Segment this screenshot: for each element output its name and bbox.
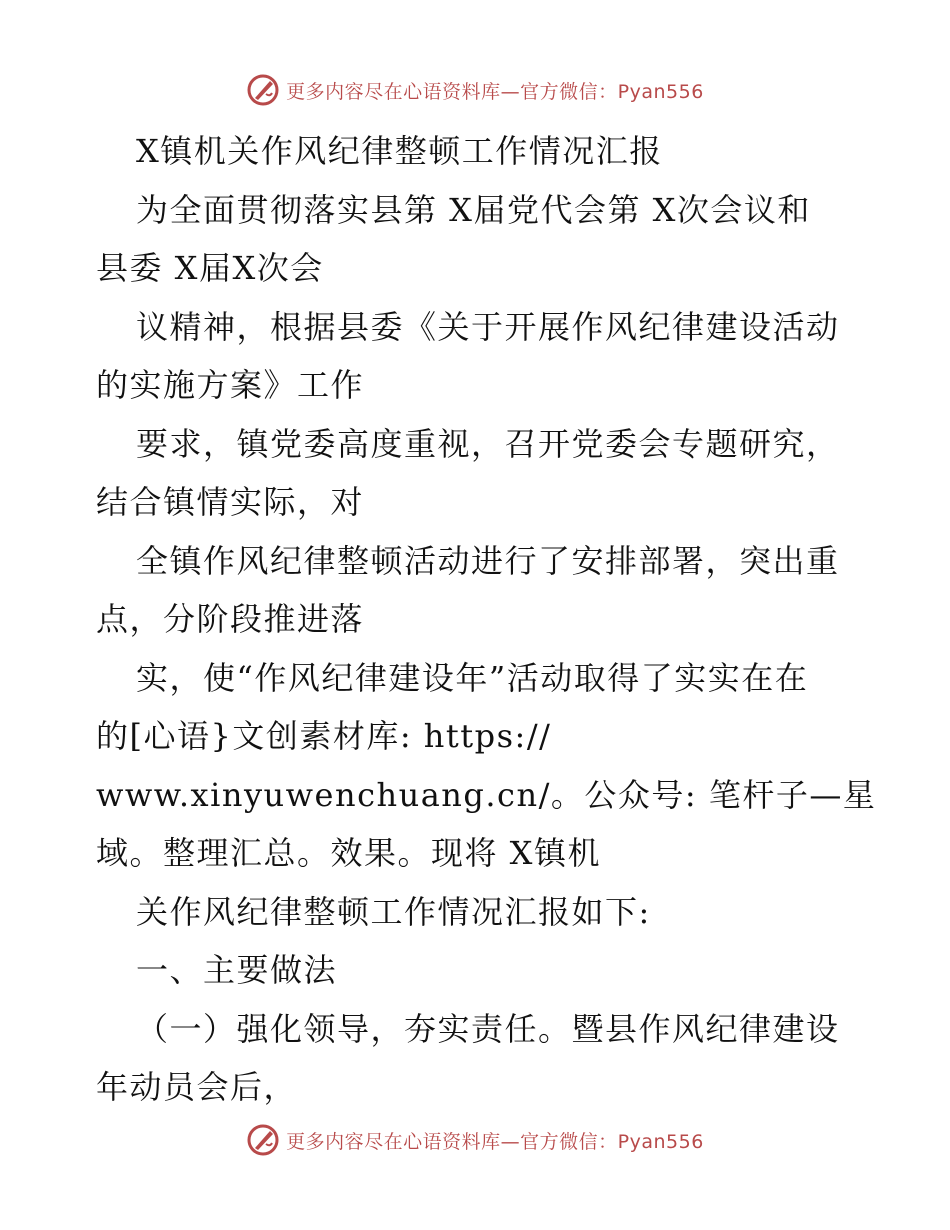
document-body	[96, 122, 877, 1117]
document-line: 的实施方案》工作	[96, 366, 365, 404]
document-line: 一、主要做法	[136, 951, 338, 989]
document-line: 全镇作风纪律整顿活动进行了安排部署，突出重	[136, 541, 840, 580]
document-line: 的[心语}文创素材库: https://	[96, 717, 552, 755]
header-watermark-banner	[0, 70, 950, 110]
document-line: 实，使“作风纪律建设年”活动取得了实实在在	[136, 658, 809, 697]
document-line: 议精神，根据县委《关于开展作风纪律建设活动	[136, 307, 840, 346]
watermark-text: 更多内容尽在心语资料库—官方微信：Pyan556	[286, 1130, 704, 1153]
document-line: 点，分阶段推进落	[96, 600, 365, 638]
document-line: 关作风纪律整顿工作情况汇报如下:	[136, 892, 651, 931]
quill-logo-icon	[246, 73, 280, 107]
document-line: 域。整理汇总。效果。现将 X镇机	[96, 834, 601, 872]
document-line: 为全面贯彻落实县第 X届党代会第 X次会议和	[136, 190, 811, 229]
document-line: 要求，镇党委高度重视，召开党委会专题研究，	[136, 424, 840, 463]
document-line: X镇机关作风纪律整顿工作情况汇报	[136, 132, 663, 170]
document-line: （一）强化领导，夯实责任。暨县作风纪律建设	[136, 1009, 840, 1048]
document-line: 结合镇情实际，对	[96, 483, 365, 521]
footer-watermark-banner	[0, 1120, 950, 1160]
document-line: 县委 X届X次会	[96, 249, 324, 287]
document-line: www.xinyuwenchuang.cn/。公众号: 笔杆子—星	[96, 775, 877, 814]
document-line: 年动员会后，	[96, 1068, 298, 1106]
quill-logo-icon	[246, 1123, 280, 1157]
watermark-text: 更多内容尽在心语资料库—官方微信：Pyan556	[286, 80, 704, 103]
